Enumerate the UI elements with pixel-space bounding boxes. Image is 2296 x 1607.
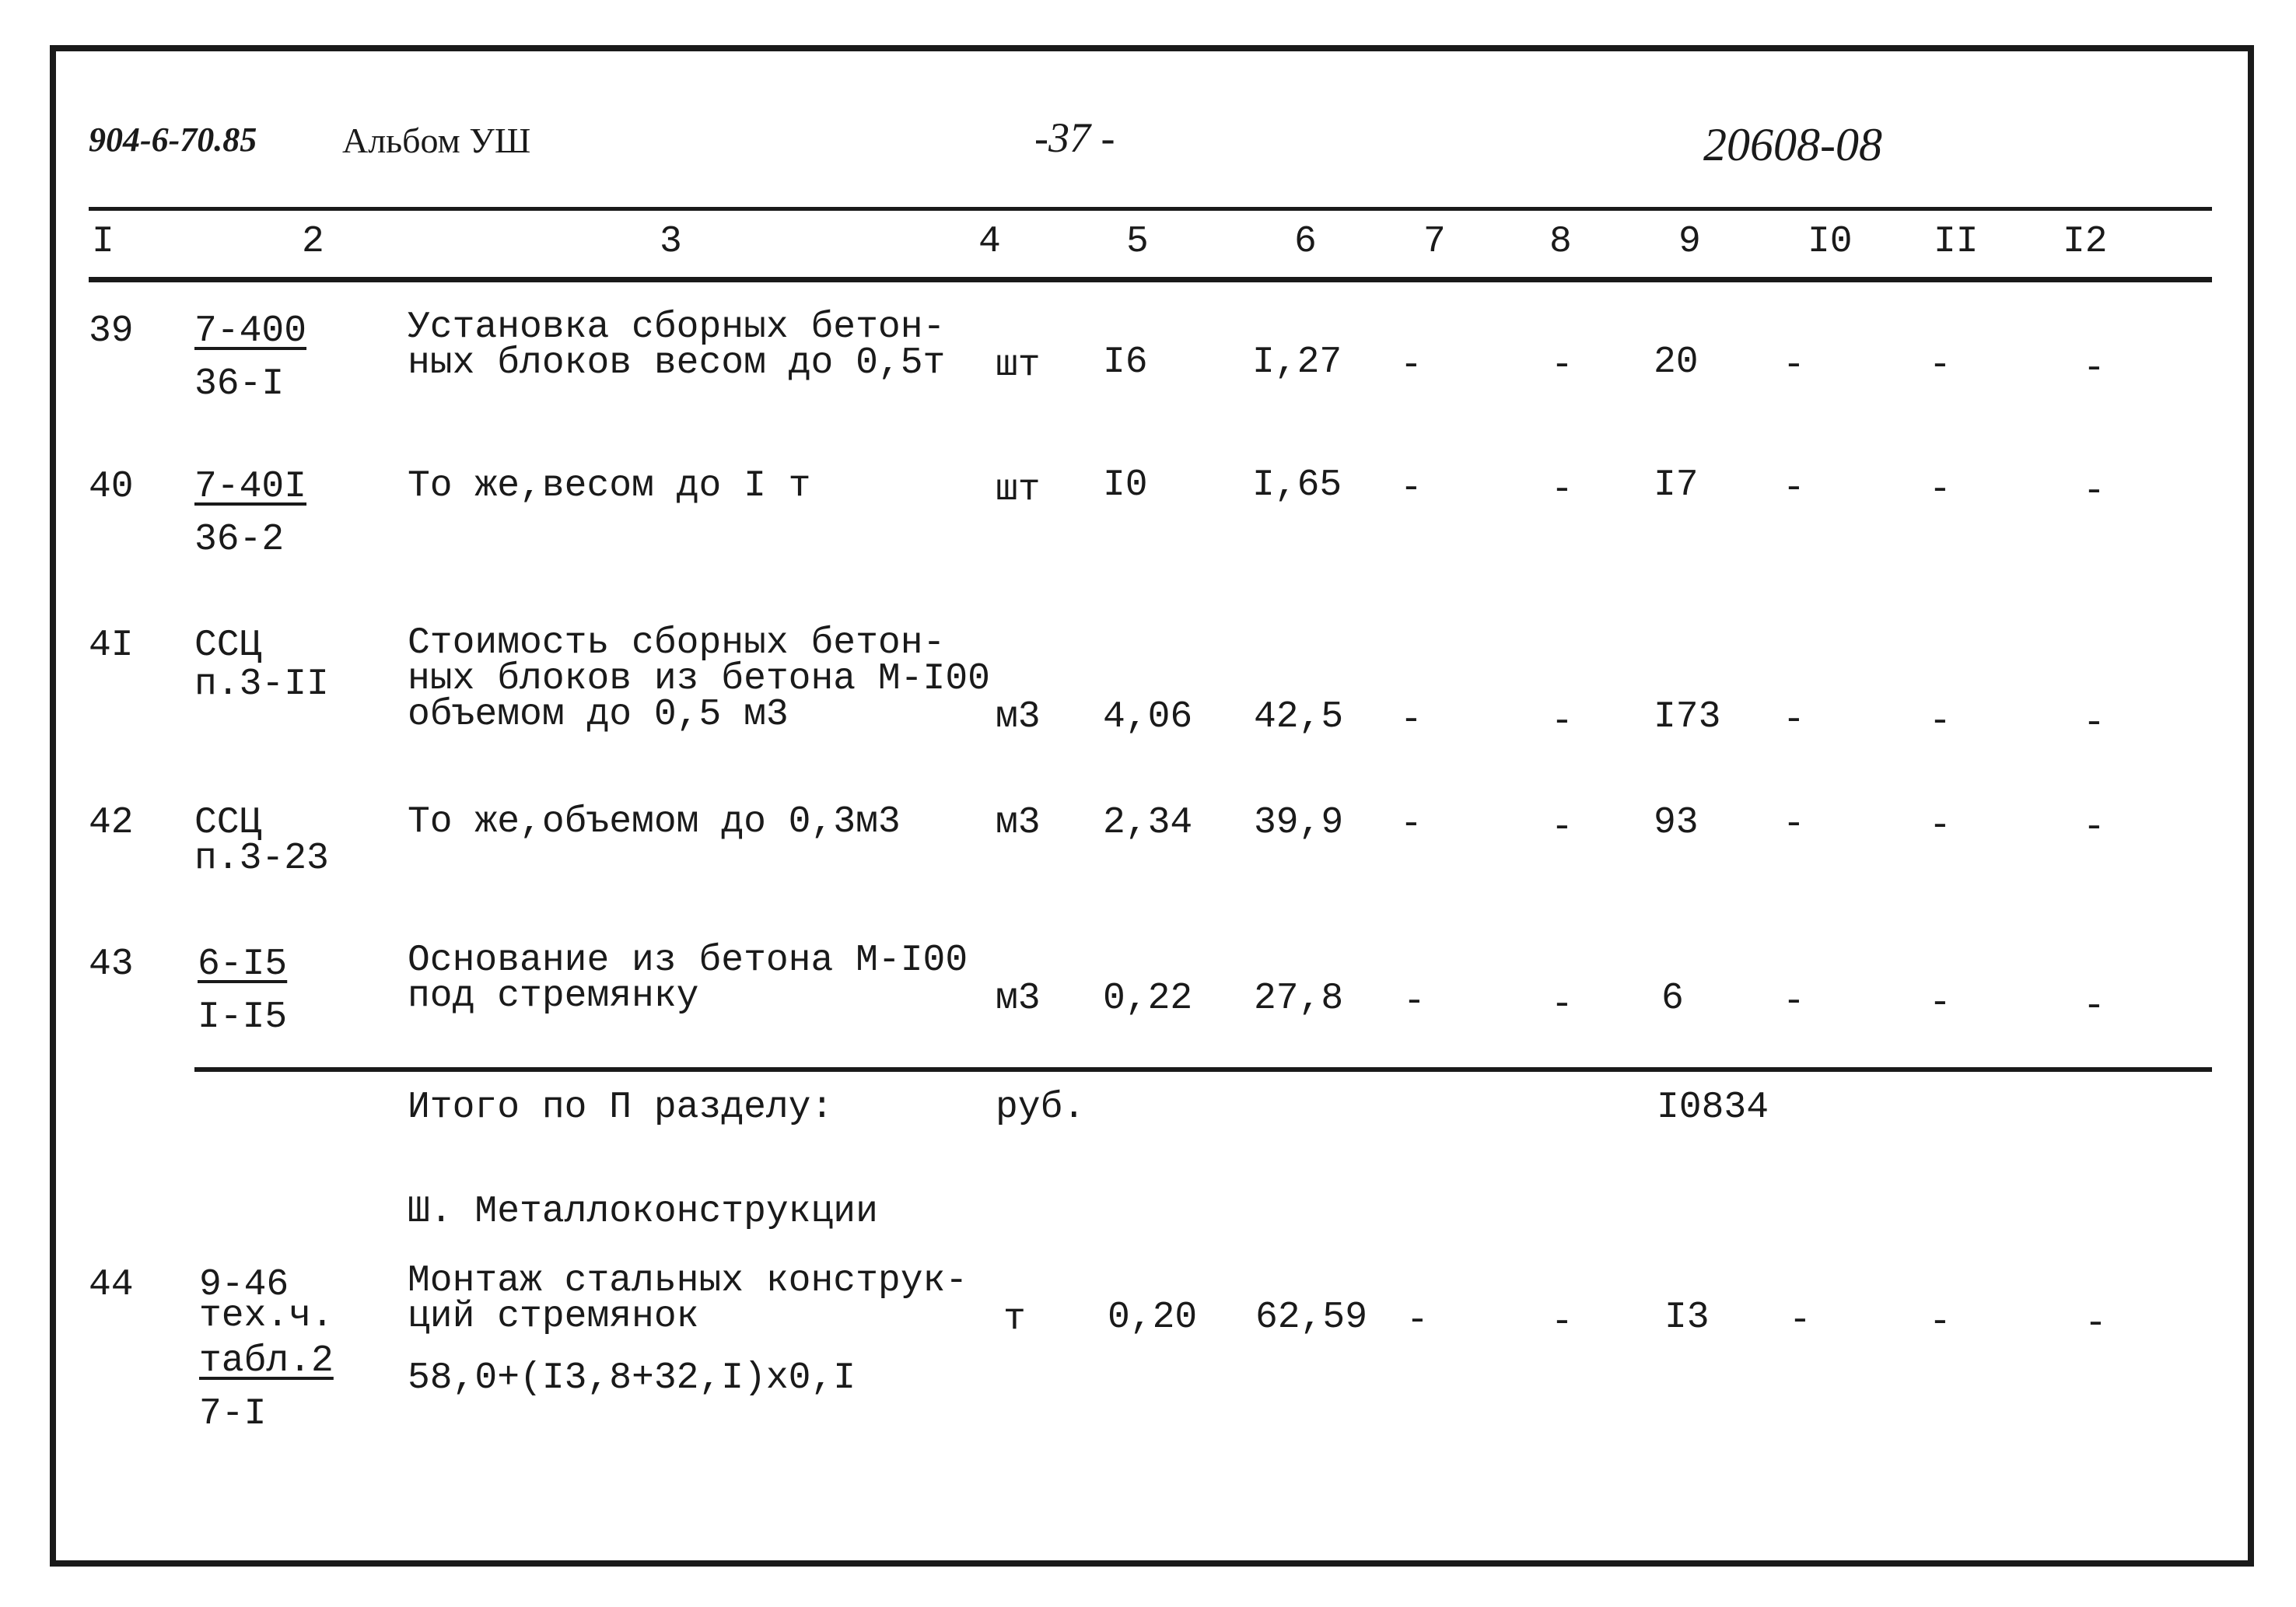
column-header: I — [92, 221, 114, 263]
column-header: I0 — [1808, 221, 1853, 263]
norm-reference: 9-46 — [199, 1264, 289, 1306]
section-title: Ш. Металлоконструкции — [408, 1191, 878, 1233]
col10-value: - — [1783, 699, 1805, 741]
col7-value: - — [1403, 981, 1426, 1023]
document-number: 20608-08 — [1703, 119, 1882, 170]
unit-price: I,27 — [1252, 341, 1342, 383]
column-header: 3 — [660, 221, 682, 263]
col12-value: - — [2084, 1303, 2107, 1345]
quantity: 2,34 — [1103, 802, 1193, 844]
norm-reference-sub: 36-2 — [194, 519, 285, 561]
unit-price: 42,5 — [1254, 696, 1344, 738]
col7-value: - — [1400, 345, 1423, 387]
norm-reference: ССЦ — [194, 625, 262, 667]
norm-reference-sub: 36-I — [194, 363, 285, 405]
col7-value: - — [1406, 1300, 1429, 1342]
total-cost: 6 — [1661, 978, 1684, 1020]
subtotal-unit: руб. — [996, 1087, 1086, 1129]
document-code: 904-6-70.85 — [89, 121, 257, 159]
row-number: 39 — [89, 310, 134, 352]
unit: м3 — [996, 696, 1041, 738]
col12-value: - — [2083, 807, 2105, 849]
subtotal-value: I0834 — [1657, 1087, 1769, 1129]
column-header: 7 — [1423, 221, 1446, 263]
col7-value: - — [1400, 467, 1423, 509]
col12-value: - — [2083, 702, 2105, 744]
row-number: 43 — [89, 944, 134, 986]
subtotal-label: Итого по П разделу: — [408, 1087, 834, 1129]
subtotal-rule — [194, 1067, 2212, 1072]
unit: м3 — [996, 978, 1041, 1020]
column-header: 4 — [978, 221, 1001, 263]
unit-price: 62,59 — [1255, 1297, 1368, 1339]
unit-price: 39,9 — [1254, 802, 1344, 844]
col8-value: - — [1551, 469, 1573, 511]
col11-value: - — [1929, 1301, 1951, 1343]
col12-value: - — [2083, 986, 2105, 1028]
col7-value: - — [1400, 699, 1423, 741]
total-cost: 93 — [1654, 802, 1699, 844]
column-header: II — [1934, 221, 1979, 263]
row-number: 40 — [89, 466, 134, 508]
quantity: 4,06 — [1103, 696, 1193, 738]
header-top-rule — [89, 207, 2212, 211]
total-cost: I73 — [1654, 696, 1721, 738]
col7-value: - — [1400, 804, 1423, 846]
col11-value: - — [1929, 345, 1951, 387]
work-description: Основание из бетона М-I00 под стремянку — [408, 940, 968, 1017]
col12-value: - — [2083, 471, 2105, 513]
norm-reference-table: табл.2 — [199, 1340, 334, 1382]
column-header: 5 — [1126, 221, 1149, 263]
norm-reference-sub: п.3-II — [194, 663, 329, 705]
unit-price: I,65 — [1252, 464, 1342, 506]
work-description: То же,весом до I т — [408, 465, 811, 507]
column-header: 8 — [1549, 221, 1572, 263]
col10-value: - — [1783, 467, 1805, 509]
norm-reference-sub: п.3-23 — [194, 838, 329, 880]
quantity: I6 — [1103, 341, 1148, 383]
col11-value: - — [1929, 701, 1951, 743]
unit: м3 — [996, 802, 1041, 844]
quantity: I0 — [1103, 464, 1148, 506]
total-cost: I3 — [1664, 1297, 1710, 1339]
row-number: 44 — [89, 1264, 134, 1306]
col11-value: - — [1929, 982, 1951, 1024]
norm-reference: 6-I5 — [198, 944, 288, 986]
row-number: 4I — [89, 625, 134, 667]
album-label: Альбом УШ — [342, 121, 531, 160]
col8-value: - — [1551, 807, 1573, 849]
norm-reference: ССЦ — [194, 802, 262, 844]
header-bottom-rule — [89, 277, 2212, 282]
norm-reference-part: тех.ч. — [199, 1295, 334, 1337]
total-cost: 20 — [1654, 341, 1699, 383]
work-description: То же,объемом до 0,3м3 — [408, 801, 901, 843]
unit-price: 27,8 — [1254, 978, 1344, 1020]
col11-value: - — [1929, 469, 1951, 511]
column-header: 9 — [1678, 221, 1701, 263]
unit: т — [1003, 1298, 1026, 1340]
col11-value: - — [1929, 805, 1951, 847]
col10-value: - — [1783, 981, 1805, 1023]
row-number: 42 — [89, 802, 134, 844]
column-header: 2 — [302, 221, 324, 263]
page-number: -37 - — [1034, 114, 1115, 161]
col8-value: - — [1551, 1301, 1573, 1343]
quantity: 0,22 — [1103, 978, 1193, 1020]
col8-value: - — [1551, 701, 1573, 743]
calculation-formula: 58,0+(I3,8+32,I)x0,I — [408, 1357, 856, 1399]
col10-value: - — [1789, 1300, 1811, 1342]
col8-value: - — [1551, 345, 1573, 387]
work-description: Монтаж стальных конструк- ций стремянок — [408, 1260, 968, 1338]
unit: шт — [996, 469, 1041, 511]
norm-reference: 7-40I — [194, 466, 307, 508]
norm-reference: 7-400 — [194, 310, 307, 352]
col8-value: - — [1551, 984, 1573, 1026]
unit: шт — [996, 345, 1041, 387]
norm-reference-sub: 7-I — [199, 1393, 267, 1435]
col12-value: - — [2083, 348, 2105, 390]
norm-reference-sub: I-I5 — [198, 996, 288, 1038]
col10-value: - — [1783, 804, 1805, 846]
total-cost: I7 — [1654, 464, 1699, 506]
col10-value: - — [1783, 345, 1805, 387]
work-description: Установка сборных бетон- ных блоков весом до 0,5т — [408, 306, 946, 384]
work-description: Стоимость сборных бетон- ных блоков из бетона М-I00 объемом до 0,5 м3 — [408, 622, 990, 736]
column-header: I2 — [2063, 221, 2108, 263]
column-header: 6 — [1294, 221, 1317, 263]
quantity: 0,20 — [1108, 1297, 1198, 1339]
